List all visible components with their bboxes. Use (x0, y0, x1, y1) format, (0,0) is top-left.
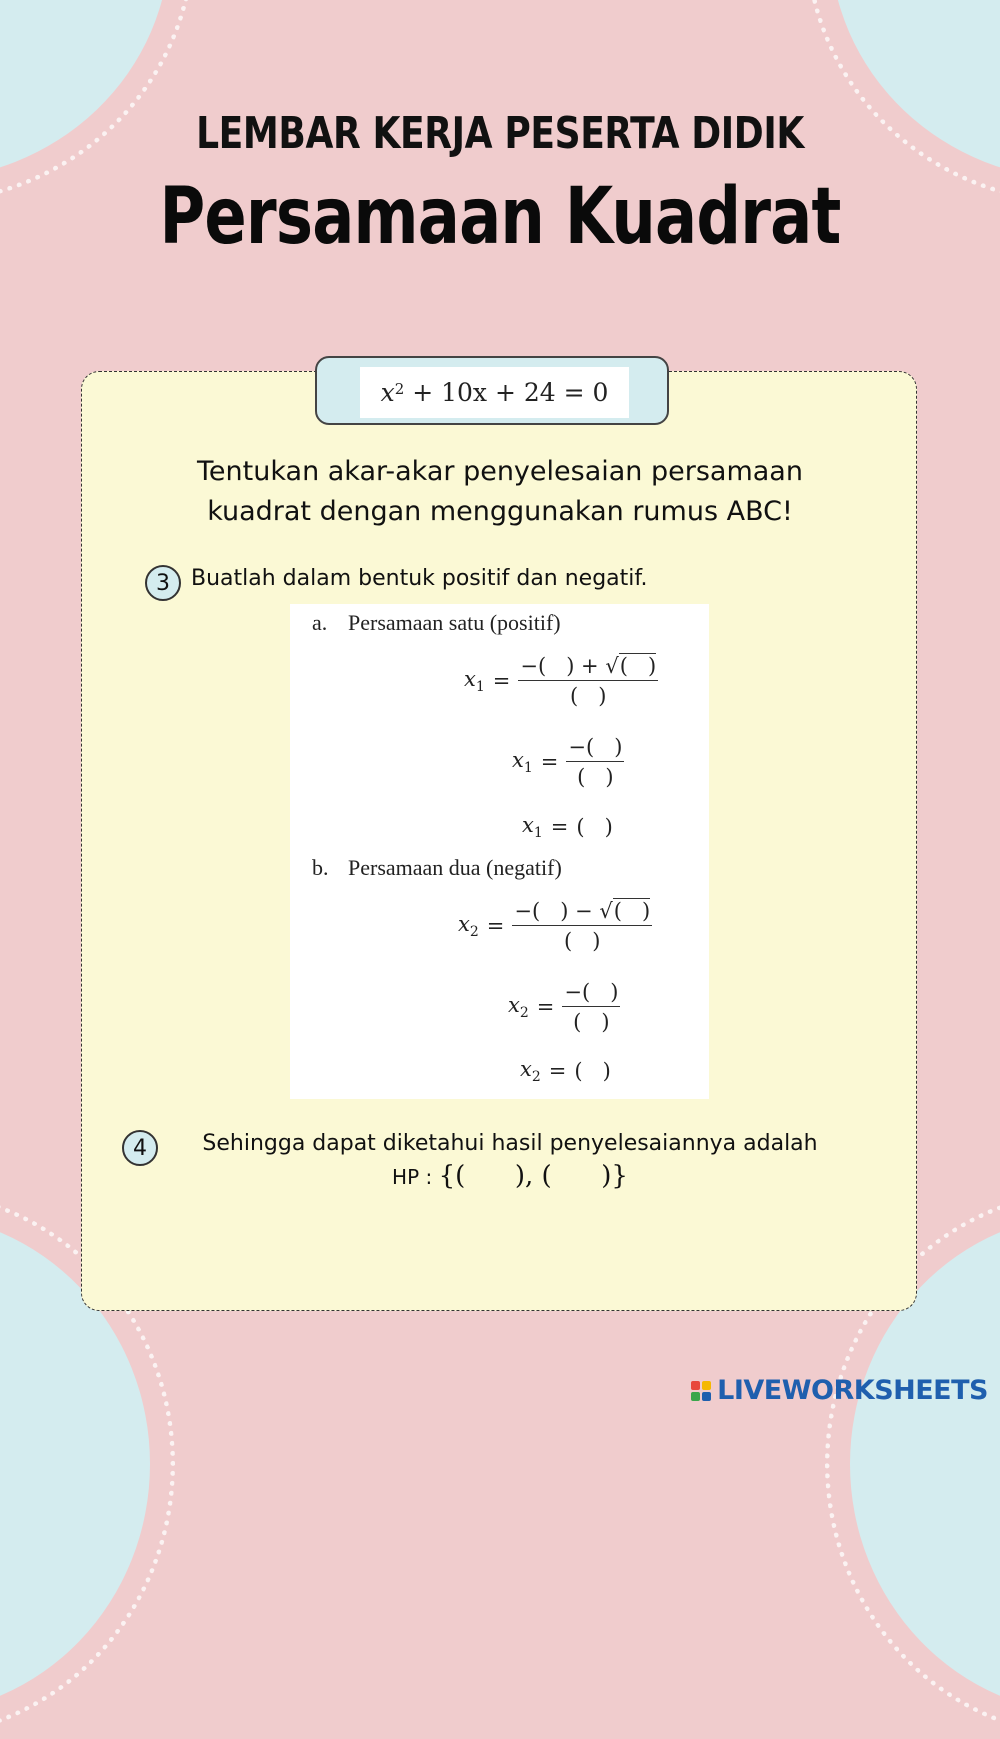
x1-simplified-denominator[interactable]: ( ) (577, 765, 614, 789)
x1-sqrt-blank[interactable]: ( ) (619, 654, 657, 678)
liveworksheets-logo-icon (691, 1381, 711, 1401)
x2-variable: $x_2$ (458, 911, 479, 941)
work-area (290, 604, 709, 1099)
x1-variable: $x_1$ (464, 666, 485, 696)
instruction-line-2: kuadrat dengan menggunakan rumus ABC! (207, 496, 793, 527)
equation-exponent: 2 (394, 379, 405, 398)
part-b-result-row (520, 1057, 611, 1085)
part-a-title: Persamaan satu (positif) (348, 610, 561, 635)
step-3-text: Buatlah dalam bentuk positif dan negatif. (191, 566, 648, 591)
equals-sign: = (536, 995, 555, 1019)
logo-square-blue (702, 1392, 711, 1401)
part-b-label (312, 855, 562, 881)
step-3-number: 3 (145, 565, 181, 601)
equals-sign: = (550, 815, 569, 840)
x2-fraction-full (512, 899, 652, 953)
x1-variable: $x_1$ (512, 747, 533, 777)
x2-sqrt-blank[interactable]: ( ) (613, 899, 651, 923)
conclusion-text (165, 1128, 855, 1194)
part-a-label (312, 610, 561, 636)
x1-fraction-simplified (566, 735, 624, 789)
x2-result-blank[interactable]: ( ) (574, 1059, 611, 1084)
part-a-letter: a. (312, 610, 328, 635)
solution-set-blanks[interactable]: {( ), ( )} (438, 1161, 628, 1191)
x1-variable: $x_1$ (522, 813, 543, 842)
part-a-simplified-row (512, 735, 624, 789)
liveworksheets-brand[interactable] (691, 1375, 988, 1406)
part-b-simplified-row (508, 980, 620, 1034)
x2-denominator[interactable]: ( ) (564, 929, 601, 953)
x1-numerator[interactable]: −( ) + √( ) (518, 654, 658, 681)
x2-variable: $x_2$ (508, 992, 529, 1022)
x1-fraction-full (518, 654, 658, 708)
equation-rest: + 10x + 24 = 0 (412, 378, 609, 407)
logo-square-green (691, 1392, 700, 1401)
x1-simplified-numerator[interactable]: −( ) (566, 735, 624, 762)
step-4-text: Sehingga dapat diketahui hasil penyelesaiannya adalah (202, 1131, 818, 1156)
equals-sign: = (548, 1059, 567, 1084)
liveworksheets-brand-text: LIVEWORKSHEETS (717, 1375, 988, 1406)
worksheet-subtitle: LEMBAR KERJA PESERTA DIDIK (196, 108, 804, 159)
part-a-formula-row (464, 654, 658, 708)
x1-denominator[interactable]: ( ) (570, 684, 607, 708)
solution-set-label: HP : (392, 1165, 439, 1189)
equals-sign: = (492, 669, 511, 693)
logo-square-yellow (702, 1381, 711, 1390)
step-4-number: 4 (122, 1130, 158, 1166)
equals-sign: = (486, 914, 505, 938)
x2-simplified-numerator[interactable]: −( ) (562, 980, 620, 1007)
x1-result-blank[interactable]: ( ) (576, 815, 613, 840)
equation-box (315, 356, 669, 425)
part-b-title: Persamaan dua (negatif) (348, 855, 562, 880)
solution-set-line (165, 1160, 855, 1194)
logo-square-red (691, 1381, 700, 1390)
x2-simplified-denominator[interactable]: ( ) (573, 1010, 610, 1034)
x2-numerator[interactable]: −( ) − √( ) (512, 899, 652, 926)
part-a-result-row (522, 813, 613, 841)
instruction-text (120, 452, 880, 532)
instruction-line-1: Tentukan akar-akar penyelesaian persamaan (197, 456, 803, 487)
equation-base: x (380, 378, 395, 407)
worksheet-title: Persamaan Kuadrat (159, 172, 841, 262)
x2-fraction-simplified (562, 980, 620, 1034)
equation (360, 367, 629, 418)
part-b-letter: b. (312, 855, 329, 880)
equals-sign: = (540, 750, 559, 774)
x2-variable: $x_2$ (520, 1057, 541, 1086)
part-b-formula-row (458, 899, 652, 953)
